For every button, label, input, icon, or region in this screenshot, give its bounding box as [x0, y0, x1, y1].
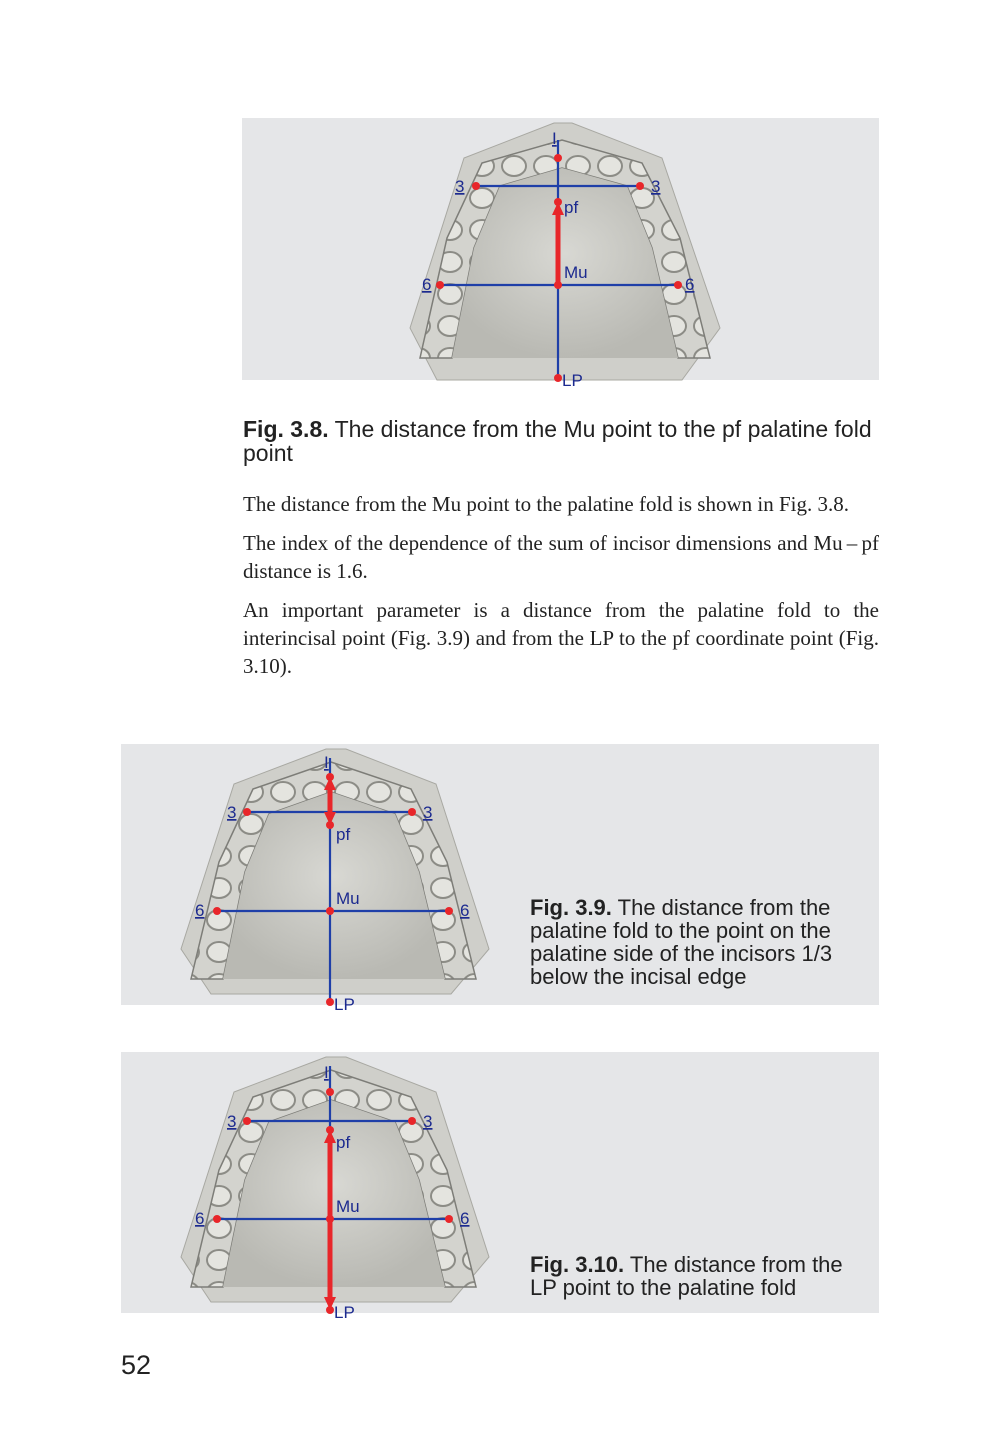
- label-pf: pf: [336, 825, 351, 844]
- point-LP: [554, 374, 562, 382]
- body-text: [243, 490, 879, 691]
- point-I: [326, 773, 334, 781]
- point-I: [554, 154, 562, 162]
- label-6-left: 6: [195, 1209, 205, 1228]
- label-3-right: 3: [423, 803, 433, 822]
- point-canine-left: [243, 1117, 251, 1125]
- caption-number: Fig. 3.9.: [530, 895, 612, 920]
- page-number: 52: [121, 1350, 152, 1380]
- label-6-right: 6: [460, 1209, 470, 1228]
- point-I: [326, 1088, 334, 1096]
- point-molar-left: [213, 1215, 221, 1223]
- caption-text: The distance from the palatine fold to the point on the palatine side of the incisors 1/3 below the incisal edge: [530, 895, 833, 989]
- paragraph-3: An important parameter is a distance from the palatine fold to the interincisal point (Fig. 3.9) and from the LP to the pf coordinate point (Fig. 3.10).: [243, 598, 879, 678]
- caption-text: The distance from the LP point to the palatine fold: [530, 1252, 843, 1300]
- figure-3-10-panel: [121, 1052, 879, 1322]
- label-I: I: [552, 129, 557, 148]
- label-3-left: 3: [227, 803, 237, 822]
- point-pf: [554, 198, 562, 206]
- label-pf: pf: [564, 198, 579, 217]
- label-6-right: 6: [685, 275, 695, 294]
- caption-number: Fig. 3.10.: [530, 1252, 625, 1277]
- figure-3-10-caption: [530, 1253, 865, 1299]
- label-6-right: 6: [460, 901, 470, 920]
- point-molar-right: [445, 907, 453, 915]
- dental-cast-diagram: [242, 118, 879, 398]
- label-3-left: 3: [227, 1112, 237, 1131]
- label-6-left: 6: [422, 275, 432, 294]
- paragraph-1: The distance from the Mu point to the palatine fold is shown in Fig. 3.8.: [243, 492, 849, 516]
- caption-text: The distance from the Mu point to the pf palatine fold point: [243, 416, 872, 466]
- label-LP: LP: [562, 371, 583, 390]
- figure-3-8-caption: [243, 417, 883, 465]
- point-LP: [326, 1306, 334, 1314]
- point-pf: [326, 821, 334, 829]
- label-Mu: Mu: [336, 1197, 360, 1216]
- point-canine-right: [408, 808, 416, 816]
- point-Mu: [326, 907, 334, 915]
- point-canine-right: [636, 182, 644, 190]
- caption-number: Fig. 3.8.: [243, 416, 329, 442]
- point-molar-left: [436, 281, 444, 289]
- point-Mu: [326, 1215, 334, 1223]
- label-3-right: 3: [423, 1112, 433, 1131]
- label-LP: LP: [334, 995, 355, 1014]
- point-canine-right: [408, 1117, 416, 1125]
- figure-3-9-panel: [121, 744, 879, 1014]
- label-Mu: Mu: [564, 263, 588, 282]
- paragraph-2: The index of the dependence of the sum of incisor dimensions and Mu – pf distance is 1.6.: [243, 531, 879, 583]
- point-Mu: [554, 281, 562, 289]
- label-Mu: Mu: [336, 889, 360, 908]
- point-molar-right: [445, 1215, 453, 1223]
- label-3-right: 3: [651, 177, 661, 196]
- point-molar-right: [674, 281, 682, 289]
- label-6-left: 6: [195, 901, 205, 920]
- figure-3-9-caption: [530, 896, 865, 988]
- dental-cast-diagram: [171, 744, 551, 1024]
- point-pf: [326, 1126, 334, 1134]
- point-canine-left: [243, 808, 251, 816]
- figure-3-8-panel: [242, 118, 879, 390]
- point-LP: [326, 998, 334, 1006]
- label-I: I: [324, 753, 329, 772]
- dental-cast-diagram: [171, 1052, 551, 1332]
- label-LP: LP: [334, 1303, 355, 1322]
- point-molar-left: [213, 907, 221, 915]
- point-canine-left: [472, 182, 480, 190]
- label-3-left: 3: [455, 177, 465, 196]
- label-pf: pf: [336, 1133, 351, 1152]
- label-I: I: [324, 1063, 329, 1082]
